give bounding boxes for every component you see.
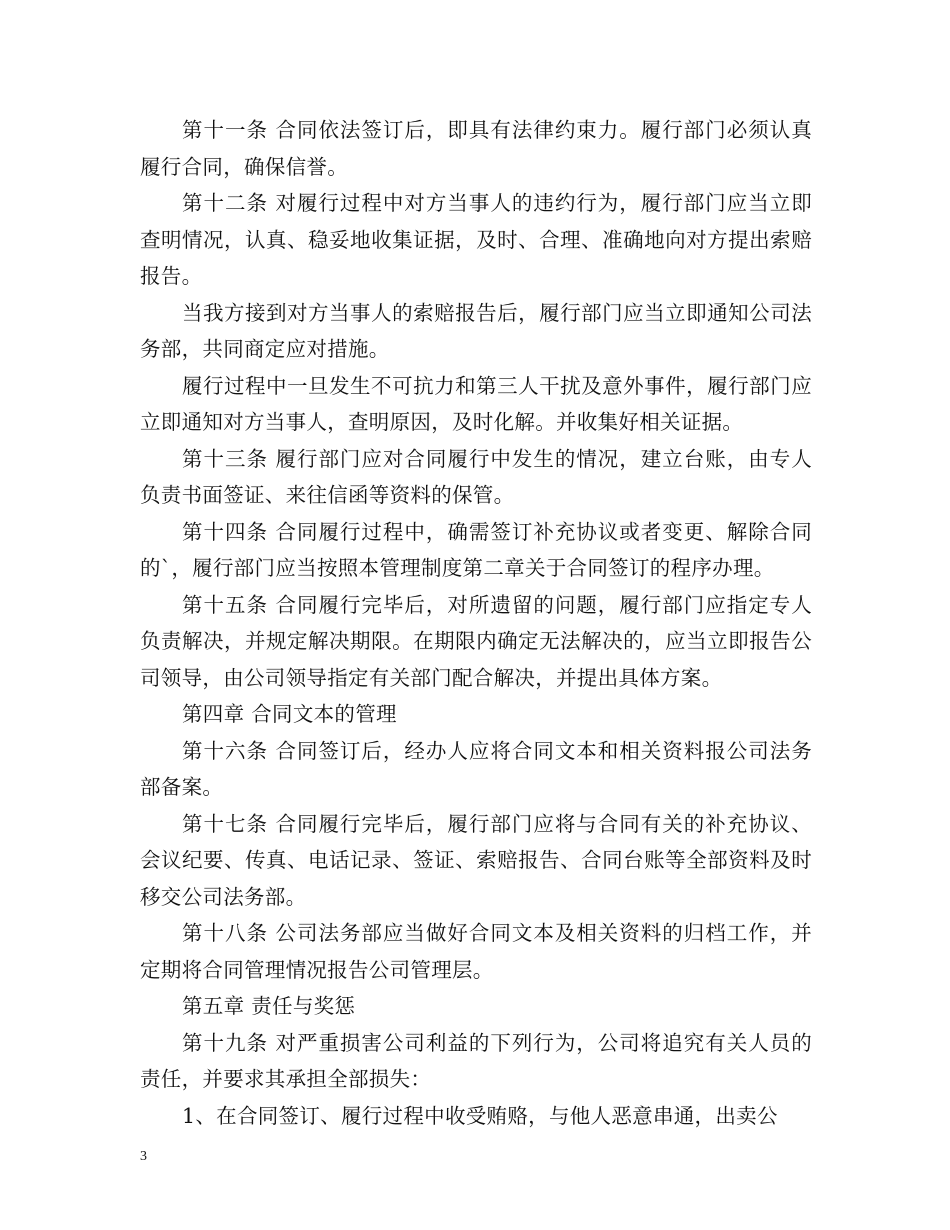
chapter-4-heading: 第四章 合同文本的管理 [182,702,397,726]
claim-notice-paragraph: 当我方接到对方当事人的索赔报告后，履行部门应当立即通知公司法务部，共同商定应对措施。 [140,300,812,361]
article-16-paragraph: 第十六条 合同签订后，经办人应将合同文本和相关资料报公司法务部备案。 [140,738,812,799]
document-body [140,112,812,1134]
chapter-5-heading: 第五章 责任与奖惩 [182,994,356,1018]
list-item-1-paragraph: 1、在合同签订、履行过程中收受贿赂，与他人恶意串通，出卖公 [182,1103,778,1128]
article-14-paragraph: 第十四条 合同履行过程中，确需签订补充协议或者变更、解除合同的`，履行部门应当按照本管理制度第二章关于合同签订的程序办理。 [140,519,812,580]
article-15-paragraph: 第十五条 合同履行完毕后，对所遗留的问题，履行部门应指定专人负责解决，并规定解决期限。在期限内确定无法解决的，应当立即报告公司领导，由公司领导指定有关部门配合解决，并提出具体方案。 [140,592,812,690]
article-19-paragraph: 第十九条 对严重损害公司利益的下列行为，公司将追究有关人员的责任，并要求其承担全部损失： [140,1030,812,1091]
force-majeure-paragraph: 履行过程中一旦发生不可抗力和第三人干扰及意外事件，履行部门应立即通知对方当事人，查明原因，及时化解。并收集好相关证据。 [140,373,812,434]
article-13-paragraph: 第十三条 履行部门应对合同履行中发生的情况，建立台账，由专人负责书面签证、来往信函等资料的保管。 [140,446,812,507]
article-18-paragraph: 第十八条 公司法务部应当做好合同文本及相关资料的归档工作，并定期将合同管理情况报告公司管理层。 [140,921,812,982]
article-17-paragraph: 第十七条 合同履行完毕后，履行部门应将与合同有关的补充协议、会议纪要、传真、电话记录、签证、索赔报告、合同台账等全部资料及时移交公司法务部。 [140,811,812,909]
article-12-paragraph: 第十二条 对履行过程中对方当事人的违约行为，履行部门应当立即查明情况，认真、稳妥地收集证据，及时、合理、准确地向对方提出索赔报告。 [140,191,812,288]
page-number: 3 [140,1149,147,1164]
article-11-paragraph: 第十一条 合同依法签订后，即具有法律约束力。履行部门必须认真履行合同，确保信誉。 [140,118,812,179]
